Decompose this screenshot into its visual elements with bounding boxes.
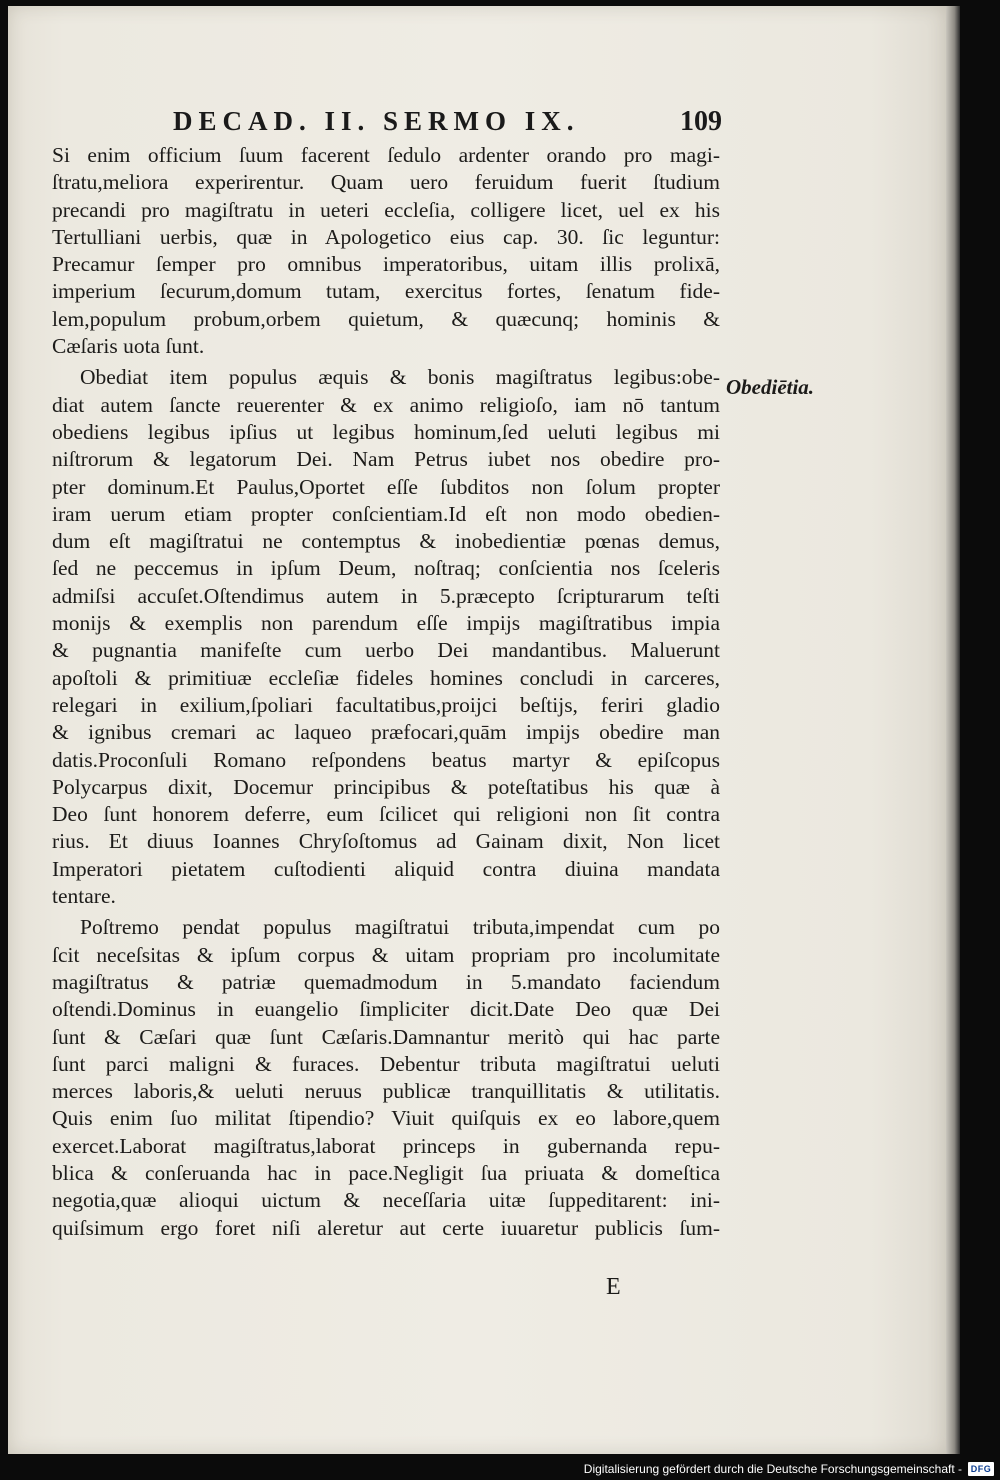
text-line: rius. Et diuus Ioannes Chryſoſtomus ad Gainam dixit, Non licet xyxy=(52,829,720,854)
text-line: ſcit neceſsitas & ipſum corpus & uitam propriam pro incolumitate xyxy=(52,942,720,967)
text-line: tentare. xyxy=(52,884,116,909)
text-line: merces laboris,& ueluti neruus publicæ tranquillitatis & utilitatis. xyxy=(52,1079,720,1104)
text-line: ſtratu,meliora experirentur. Quam uero feruidum fuerit ſtudium xyxy=(52,170,720,195)
text-line: Poſtremo pendat populus magiſtratui tributa,impendat cum po xyxy=(80,915,720,940)
running-head: DECAD. II. SERMO IX. xyxy=(173,106,580,136)
marginal-note: Obediētia. xyxy=(726,375,815,399)
text-line: ſunt & Cæſari quæ ſunt Cæſaris.Damnantur meritò qui hac parte xyxy=(52,1024,720,1049)
text-line: obediens legibus ipſius ut legibus hominum,ſed ueluti legibus mi xyxy=(52,419,720,444)
text-line: ſed ne peccemus in ipſum Deum, noſtraq; conſcientia nos ſceleris xyxy=(52,556,720,581)
text-line: Quis enim ſuo militat ſtipendio? Viuit quiſquis ex eo labore,quem xyxy=(52,1106,720,1131)
text-line: exercet.Laborat magiſtratus,laborat princeps in gubernanda repu- xyxy=(52,1133,720,1158)
text-line: Deo ſunt honorem deferre, eum ſcilicet qui religioni non ſit contra xyxy=(52,802,720,827)
text-line: Obediat item populus æquis & bonis magiſtratus legibus:obe- xyxy=(80,365,720,390)
text-line: Si enim officium ſuum facerent ſedulo ardenter orando pro magi- xyxy=(52,143,720,167)
book-page xyxy=(8,6,946,1454)
text-line: Imperatori pietatem cuſtodienti aliquid contra diuina mandata xyxy=(52,856,720,881)
text-line: apoſtoli & primitiuæ eccleſiæ fideles homines concludi in carceres, xyxy=(52,665,720,690)
signature-mark: E xyxy=(606,1274,621,1300)
text-line: blica & conſeruanda hac in pace.Negligit ſua priuata & domeſtica xyxy=(52,1160,720,1185)
text-line: pter dominum.Et Paulus,Oportet eſſe ſubditos non ſolum propter xyxy=(52,474,720,499)
credit-text: Digitalisierung gefördert durch die Deutsche Forschungsgemeinschaft - xyxy=(583,1462,962,1476)
body-text xyxy=(52,142,720,1242)
text-line: magiſtratus & patriæ quemadmodum in 5.mandato faciendum xyxy=(52,969,720,994)
text-line: Tertulliani uerbis, quæ in Apologetico eius cap. 30. ſic leguntur: xyxy=(52,224,720,249)
text-line: ſunt parci maligni & furaces. Debentur tributa magiſtratui ueluti xyxy=(52,1051,720,1076)
text-line: niſtrorum & legatorum Dei. Nam Petrus iubet nos obedire pro- xyxy=(52,447,720,472)
text-line: monijs & exemplis non parendum eſſe impijs magiſtratibus impia xyxy=(52,611,720,636)
text-line: & ignibus cremari ac laqueo præfocari,quām impijs obedire man xyxy=(52,720,720,745)
text-line: diat autem ſancte reuerenter & ex animo religioſo, iam nō tantum xyxy=(52,392,720,417)
text-line: Precamur ſemper pro omnibus imperatoribus, uitam illis prolixā, xyxy=(52,252,720,277)
page-edge xyxy=(946,6,960,1454)
text-line: Polycarpus dixit, Docemur principibus & poteſtatibus his quæ à xyxy=(52,774,720,799)
text-line: lem,populum probum,orbem quietum, & quæcunq; hominis & xyxy=(52,306,720,331)
digitization-credit xyxy=(560,1458,1000,1480)
page-number: 109 xyxy=(680,106,722,137)
text-line: imperium ſecurum,domum tutam, exercitus fortes, ſenatum fide- xyxy=(52,279,720,304)
text-line: quiſsimum ergo foret niſi aleretur aut certe iuuaretur publicis ſum- xyxy=(52,1215,720,1240)
text-line: Cæſaris uota ſunt. xyxy=(52,334,205,359)
text-line: & pugnantia manifeſte cum uerbo Dei mandantibus. Maluerunt xyxy=(52,638,720,663)
text-line: relegari in exilium,ſpoliari facultatibus,proijci beſtijs, feriri gladio xyxy=(52,692,720,717)
text-line: negotia,quæ alioqui uictum & neceſſaria uitæ ſuppeditarent: ini- xyxy=(52,1188,720,1213)
dfg-logo: DFG xyxy=(968,1462,994,1476)
text-line: iram uerum etiam propter conſcientiam.Id eſt non modo obedien- xyxy=(52,501,720,526)
text-line: admiſsi accuſet.Oſtendimus autem in 5.præcepto ſcripturarum teſti xyxy=(52,583,720,608)
text-line: precandi pro magiſtratu in ueteri eccleſia, colligere licet, uel ex his xyxy=(52,197,720,222)
text-line: datis.Proconſuli Romano reſpondens beatus martyr & epiſcopus xyxy=(52,747,720,772)
text-line: dum eſt magiſtratui ne contemptus & inobedientiæ pœnas demus, xyxy=(52,529,720,554)
text-line: oſtendi.Dominus in euangelio ſimpliciter dicit.Date Deo quæ Dei xyxy=(52,997,720,1022)
